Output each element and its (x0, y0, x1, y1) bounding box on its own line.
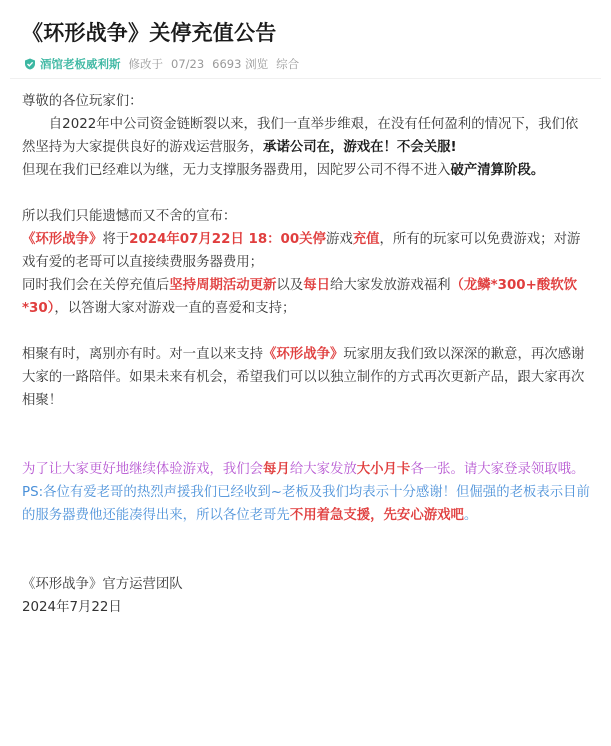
signature: 《环形战争》官方运营团队 (22, 577, 183, 592)
category-tag[interactable]: 综合 (276, 57, 300, 71)
article-meta (24, 56, 299, 72)
paragraph-benefits: 同时我们会在关停充值后坚持周期活动更新以及每日给大家发放游戏福利（龙鳞*300+酸软饮*30），以答谢大家对游戏一直的喜爱和支持； (22, 278, 578, 316)
signature-date: 2024年7月22日 (22, 600, 122, 615)
paragraph-history: 自2022年中公司资金链断裂以来，我们一直举步维艰，在没有任何盈利的情况下，我们依然坚持为大家提供良好的游戏运营服务，承诺公司在，游戏在！不会关服! (22, 117, 579, 155)
modified-date: 07/23 (171, 57, 205, 71)
view-count: 6693 浏览 (212, 57, 269, 71)
paragraph-shutdown: 《环形战争》将于2024年07月22日 18：00关停游戏充值，所有的玩家可以免费游戏；对游戏有爱的老哥可以直接续费服务器费用； (22, 232, 581, 270)
author-link[interactable]: 酒馆老板威利斯 (40, 57, 121, 71)
modified-label: 修改于 (128, 57, 163, 71)
paragraph-monthly-card: 为了让大家更好地继续体验游戏，我们会每月给大家发放大小月卡各一张。请大家登录领取哦。 (22, 462, 585, 477)
paragraph-ps: PS:各位有爱老哥的热烈声援我们已经收到~老板及我们均表示十分感谢！但倔强的老板表示目前的服务器费他还能凑得出来，所以各位老哥先不用着急支援，先安心游戏吧。 (22, 485, 590, 523)
header-divider (10, 78, 601, 79)
article-body (22, 90, 590, 619)
paragraph-bankruptcy: 但现在我们已经难以为继，无力支撑服务器费用，因陀罗公司不得不进入破产清算阶段。 (22, 163, 545, 178)
paragraph-farewell: 相聚有时，离别亦有时。对一直以来支持《环形战争》玩家朋友我们致以深深的歉意，再次感谢大家的一路陪伴。如果未来有机会，希望我们可以以独立制作的方式再次更新产品，跟大家再次相聚！ (22, 347, 585, 408)
paragraph-announce: 所以我们只能遗憾而又不舍的宣布： (22, 209, 237, 224)
greeting: 尊敬的各位玩家们： (22, 94, 143, 109)
article-title: 《环形战争》关停充值公告 (22, 21, 277, 45)
verified-badge-icon (24, 58, 36, 70)
